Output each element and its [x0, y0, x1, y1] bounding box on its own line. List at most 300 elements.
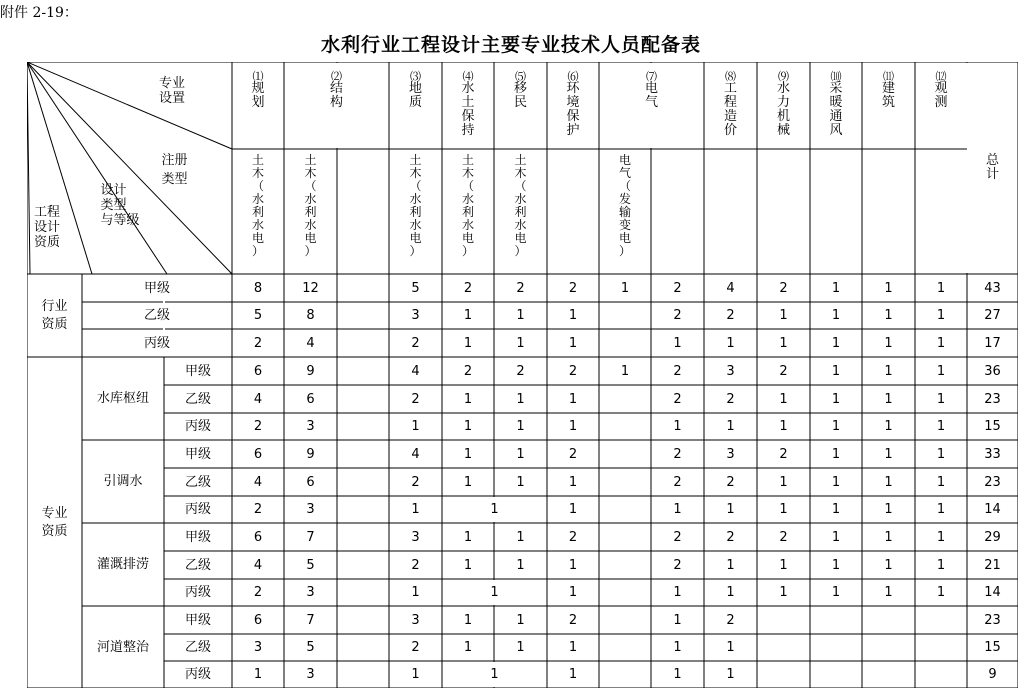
cell-value: 1: [936, 335, 946, 351]
vertical-char: 水: [776, 81, 790, 96]
cell-total: 23: [984, 474, 1001, 490]
vertical-char: 造: [723, 109, 737, 124]
cell-value: 2: [568, 612, 578, 628]
label-registration-type: 注册 类型: [161, 153, 188, 187]
specialty-number: ⑵: [331, 70, 342, 83]
vertical-char: 持: [461, 123, 475, 138]
cell-value: 1: [936, 391, 946, 407]
vertical-char: 电: [461, 231, 474, 245]
registration-civil-hydro: [232, 154, 284, 258]
cell-value: 1: [568, 391, 578, 407]
cell-value: 2: [568, 280, 578, 296]
vertical-char: 通: [829, 109, 843, 124]
registration-civil-hydro: [442, 154, 494, 258]
vertical-char: 木: [251, 166, 264, 180]
design-type-label: 河道整治: [96, 639, 149, 655]
vertical-char: 总: [985, 153, 999, 168]
vertical-char: 计: [985, 167, 999, 182]
vertical-char: 机: [776, 109, 790, 124]
cell-value: 2: [726, 612, 735, 628]
cell-value: 7: [306, 529, 315, 545]
cell-value: 1: [779, 419, 788, 434]
cell-value: 1: [884, 363, 893, 379]
cell-total: 29: [984, 529, 1001, 545]
cell-value: 2: [779, 446, 788, 462]
cell-value: 1: [831, 502, 841, 517]
cell-value: 3: [411, 308, 420, 323]
vertical-char: 水: [409, 192, 422, 206]
cell-value: 1: [831, 308, 841, 323]
cell-value: 1: [673, 667, 682, 682]
cell-value: 2: [726, 391, 735, 407]
cell-value: 1: [726, 502, 735, 517]
cell-value: 2: [673, 280, 682, 296]
cell-value: 1: [516, 419, 525, 434]
vertical-char: 规: [251, 81, 265, 96]
grade-label: 乙级: [184, 640, 211, 655]
vertical-char: 划: [251, 95, 265, 110]
grade-label: 丙级: [184, 419, 211, 434]
specialty-name: [232, 82, 284, 110]
grade-label: 甲级: [184, 612, 211, 628]
label-engineering-qualification: 工程 设计 资质: [33, 204, 60, 250]
cell-total: 36: [984, 363, 1001, 379]
cell-value: 3: [306, 502, 315, 517]
cell-value: 1: [568, 335, 578, 351]
cell-value: 4: [253, 474, 263, 490]
cell-value: 2: [411, 391, 420, 407]
vertical-char: 电: [304, 231, 317, 245]
cell-value: 1: [831, 474, 841, 490]
vertical-char: 气: [618, 166, 631, 180]
specialty-number: ⑿: [935, 70, 947, 83]
cell-value: 1: [884, 419, 893, 434]
cell-value: 1: [568, 667, 578, 682]
cell-value: 2: [463, 363, 473, 379]
cell-value: 4: [306, 335, 315, 351]
cell-value: 1: [884, 280, 893, 296]
cell-value: 5: [411, 280, 420, 296]
specialty-name: [599, 82, 704, 110]
specialty-name: [704, 82, 757, 138]
vertical-char: 电: [251, 231, 264, 245]
cell-value: 2: [673, 391, 682, 407]
specialty-name: [757, 82, 810, 138]
vertical-char: 电: [618, 153, 631, 167]
cell-value: 1: [936, 280, 946, 296]
cell-value: 1: [516, 308, 525, 323]
cell-value: 1: [884, 391, 893, 407]
cell-value: 1: [673, 612, 682, 628]
specialty-name: [284, 82, 389, 110]
cell-value: 1: [936, 557, 946, 573]
specialty-number: ⑻: [725, 70, 736, 83]
vertical-char: 采: [829, 81, 843, 96]
vertical-char: 输: [618, 205, 631, 219]
cell-value: 1: [411, 667, 420, 682]
specialty-name: [547, 82, 599, 138]
cell-value: 1: [411, 585, 420, 600]
specialty-name: [494, 82, 547, 110]
specialty-name: [810, 82, 862, 138]
cell-total: 14: [984, 585, 1001, 600]
specialty-number: ⑶: [410, 70, 421, 83]
cell-value: 12: [302, 280, 319, 296]
cell-value: 4: [411, 363, 420, 379]
cell-value: 6: [253, 529, 263, 545]
vertical-char: （: [618, 179, 631, 193]
cell-value: 2: [516, 363, 525, 379]
grade-label: 丙级: [143, 335, 170, 351]
vertical-char: 水: [514, 218, 527, 232]
cell-value: 2: [253, 502, 263, 517]
cell-total: 17: [984, 335, 1001, 351]
cell-value: 3: [411, 612, 420, 628]
cell-value: 8: [253, 280, 263, 296]
vertical-char: 质: [408, 95, 422, 110]
cell-value: 5: [306, 557, 315, 573]
cell-value: 1: [516, 557, 525, 573]
cell-total: 21: [984, 557, 1001, 573]
grade-label: 甲级: [143, 280, 170, 296]
cell-value: 1: [568, 419, 578, 434]
cell-value: 1: [884, 557, 893, 573]
cell-value: 1: [568, 640, 578, 655]
vertical-char: 发: [618, 192, 631, 206]
cell-value: 2: [673, 557, 682, 573]
cell-value: 2: [673, 474, 682, 490]
cell-value: 1: [463, 612, 473, 628]
specialty-number: ⑽: [830, 70, 842, 83]
cell-value: 1: [516, 335, 525, 351]
specialty-number: ⑺: [646, 70, 657, 83]
cell-value: 1: [726, 335, 735, 351]
vertical-char: 土: [461, 95, 475, 110]
cell-value: 2: [568, 446, 578, 462]
cell-value: 1: [463, 474, 473, 490]
cell-value: 1: [936, 446, 946, 462]
annex-label: 附件 2-19：: [0, 5, 78, 21]
vertical-char: 气: [644, 95, 658, 110]
cell-total: 15: [984, 419, 1001, 434]
cell-value: 3: [306, 585, 315, 600]
cell-value: 1: [884, 446, 893, 462]
label-specialty-setting: 专业 设置: [158, 76, 185, 106]
cell-value: 1: [568, 474, 578, 490]
vertical-char: 工: [723, 81, 737, 96]
cell-value: 1: [463, 391, 473, 407]
cell-value: 9: [306, 363, 315, 379]
cell-value: 4: [411, 446, 420, 462]
specialty-name: [862, 82, 915, 110]
grade-label: 甲级: [184, 446, 211, 462]
cell-value: 1: [516, 474, 525, 490]
cell-total: 15: [984, 640, 1001, 655]
design-type-label: 灌溉排涝: [96, 557, 149, 572]
cell-value: 1: [884, 585, 893, 600]
cell-value: 1: [936, 502, 946, 517]
cell-value: 1: [936, 308, 946, 323]
vertical-char: ）: [461, 244, 474, 258]
cell-value: 1: [620, 280, 630, 296]
cell-total: 9: [988, 667, 997, 682]
grade-label: 甲级: [184, 529, 211, 545]
vertical-char: 木: [461, 166, 474, 180]
cell-value: 2: [673, 363, 682, 379]
grade-label: 乙级: [184, 557, 211, 573]
cell-value-merged: 1: [490, 502, 499, 517]
cell-value-merged: 1: [490, 667, 499, 682]
vertical-char: ）: [251, 244, 264, 258]
vertical-char: 境: [566, 95, 580, 110]
staffing-table: [27, 62, 1018, 688]
cell-total: 14: [984, 502, 1001, 517]
cell-value: 2: [568, 529, 578, 545]
cell-value: 1: [884, 529, 893, 545]
cell-value: 1: [936, 585, 946, 600]
cell-value: 1: [568, 557, 578, 573]
registration-civil-hydro: [494, 154, 547, 258]
cell-value: 3: [306, 419, 315, 434]
vertical-char: 地: [408, 81, 422, 96]
cell-value: 7: [306, 612, 315, 628]
vertical-char: 水: [461, 81, 475, 96]
cell-value: 4: [726, 280, 735, 296]
vertical-char: 电: [618, 231, 631, 245]
vertical-char: （: [461, 179, 474, 193]
cell-value: 1: [936, 419, 946, 434]
cell-value: 1: [779, 335, 788, 351]
cell-value: 1: [411, 502, 420, 517]
cell-total: 23: [984, 391, 1001, 407]
cell-value: 1: [726, 640, 735, 655]
cell-value: 1: [673, 419, 682, 434]
cell-value: 1: [673, 502, 682, 517]
cell-value: 1: [831, 363, 841, 379]
cell-value: 1: [831, 557, 841, 573]
cell-value: 1: [568, 585, 578, 600]
cell-value: 2: [516, 280, 525, 296]
vertical-char: 土: [304, 153, 317, 167]
specialty-number: ⑾: [883, 70, 894, 83]
specialty-number: ⑷: [462, 70, 474, 83]
cell-value: 5: [306, 640, 315, 655]
specialty-number: ⑴: [252, 70, 264, 83]
cell-value: 1: [463, 640, 473, 655]
cell-value: 2: [411, 557, 420, 573]
vertical-char: 土: [514, 153, 527, 167]
cell-value: 4: [253, 391, 263, 407]
cell-value: 1: [726, 557, 735, 573]
cell-value: 1: [463, 446, 473, 462]
vertical-char: 力: [776, 95, 790, 110]
cell-value: 1: [779, 502, 788, 517]
cell-value: 1: [463, 335, 473, 351]
grade-label: 乙级: [184, 474, 211, 490]
cell-value: 3: [253, 640, 263, 655]
cell-value: 1: [463, 308, 473, 323]
vertical-char: （: [304, 179, 317, 193]
design-type-label: 水库枢纽: [96, 391, 149, 406]
cell-value: 2: [253, 419, 263, 434]
vertical-char: 木: [304, 166, 317, 180]
vertical-char: 电: [644, 81, 658, 96]
header-diagonal: [27, 62, 232, 149]
vertical-char: 水: [409, 218, 422, 232]
cell-value: 1: [831, 335, 841, 351]
cell-value: 1: [726, 419, 735, 434]
cell-value: 2: [253, 585, 263, 600]
cell-value: 3: [726, 363, 735, 379]
cell-value: 2: [411, 640, 420, 655]
design-type-label: 引调水: [103, 474, 143, 489]
cell-value: 2: [726, 308, 735, 323]
cell-value: 2: [253, 335, 263, 351]
vertical-char: 利: [304, 205, 317, 219]
cell-value: 1: [463, 529, 473, 545]
cell-value: 1: [568, 502, 578, 517]
cell-value: 6: [253, 363, 263, 379]
cell-value: 6: [253, 446, 263, 462]
vertical-char: ）: [514, 244, 527, 258]
cell-value: 1: [463, 557, 473, 573]
vertical-char: 筑: [881, 95, 895, 110]
vertical-char: ）: [304, 244, 317, 258]
vertical-char: （: [409, 179, 422, 193]
cell-value: 2: [411, 474, 420, 490]
cell-value: 1: [884, 474, 893, 490]
cell-value: 4: [253, 557, 263, 573]
cell-value: 1: [516, 612, 525, 628]
cell-value: 1: [726, 667, 735, 682]
cell-value: 1: [831, 391, 841, 407]
vertical-char: 建: [881, 81, 895, 96]
vertical-char: 暖: [829, 95, 843, 110]
cell-value: 1: [831, 529, 841, 545]
vertical-char: 测: [934, 95, 948, 110]
vertical-char: 水: [251, 192, 264, 206]
vertical-char: ）: [409, 244, 422, 258]
grade-label: 丙级: [184, 502, 211, 517]
cell-value: 1: [936, 363, 946, 379]
grade-label: 丙级: [184, 667, 211, 682]
vertical-char: 程: [723, 95, 737, 110]
vertical-char: ）: [618, 244, 631, 258]
cell-total: 43: [984, 280, 1001, 296]
cell-value: 1: [411, 419, 420, 434]
vertical-char: 民: [513, 95, 527, 110]
cell-value: 2: [673, 529, 682, 545]
table-title: 水利行业工程设计主要专业技术人员配备表: [320, 34, 701, 56]
cell-value: 2: [779, 529, 788, 545]
vertical-char: 械: [776, 123, 790, 138]
industry-qualification-label: 行业 资质: [41, 298, 68, 332]
registration-electrical: [599, 154, 651, 258]
cell-value: 1: [779, 474, 788, 490]
vertical-char: 观: [934, 81, 948, 96]
cell-value: 1: [516, 640, 525, 655]
registration-civil-hydro: [284, 154, 337, 258]
cell-value: 2: [779, 280, 788, 296]
cell-value: 1: [620, 363, 630, 379]
cell-value: 8: [306, 308, 315, 323]
cell-value: 2: [726, 474, 735, 490]
cell-value: 1: [516, 529, 525, 545]
cell-value: 3: [306, 667, 315, 682]
cell-value: 1: [884, 335, 893, 351]
vertical-char: 木: [409, 166, 422, 180]
cell-value: 1: [516, 446, 525, 462]
vertical-char: 木: [514, 166, 527, 180]
cell-value: 1: [779, 585, 788, 600]
cell-value: 1: [831, 585, 841, 600]
vertical-char: 利: [461, 205, 474, 219]
cell-value: 2: [463, 280, 473, 296]
specialty-name: [389, 82, 442, 110]
cell-value: 2: [411, 335, 420, 351]
cell-value: 1: [936, 529, 946, 545]
cell-value: 1: [673, 640, 682, 655]
vertical-char: 土: [251, 153, 264, 167]
specialty-name: [915, 82, 967, 110]
cell-value: 2: [673, 308, 682, 323]
cell-value: 2: [568, 363, 578, 379]
vertical-char: 水: [461, 218, 474, 232]
vertical-char: 环: [566, 81, 580, 96]
cell-value: 1: [568, 308, 578, 323]
registration-civil-hydro: [389, 154, 442, 258]
specialty-number: ⑸: [515, 70, 526, 83]
cell-value: 9: [306, 446, 315, 462]
cell-value: 5: [253, 308, 263, 323]
cell-value: 1: [779, 308, 788, 323]
vertical-char: 水: [461, 192, 474, 206]
professional-qualification-label: 专业 资质: [41, 505, 68, 539]
label-design-type-grade: 设计 类型 与等级: [100, 182, 140, 228]
cell-value: 6: [253, 612, 263, 628]
vertical-char: 电: [514, 231, 527, 245]
cell-value: 1: [779, 391, 788, 407]
vertical-char: 水: [251, 218, 264, 232]
vertical-char: 保: [566, 109, 580, 124]
vertical-char: 价: [723, 123, 737, 138]
grade-label: 乙级: [184, 391, 211, 407]
cell-value: 1: [516, 391, 525, 407]
specialty-name: [442, 82, 494, 138]
vertical-char: 土: [461, 153, 474, 167]
vertical-char: 风: [829, 123, 843, 138]
vertical-char: 护: [566, 123, 580, 138]
cell-value: 2: [779, 363, 788, 379]
cell-value: 6: [306, 474, 315, 490]
vertical-char: 结: [329, 81, 343, 96]
vertical-char: 水: [304, 192, 317, 206]
cell-value: 3: [726, 446, 735, 462]
vertical-char: 水: [514, 192, 527, 206]
cell-value: 1: [779, 557, 788, 573]
cell-value: 1: [884, 308, 893, 323]
vertical-char: 构: [329, 95, 343, 110]
vertical-char: 利: [409, 205, 422, 219]
total-header: [967, 154, 1018, 182]
cell-value: 1: [253, 667, 263, 682]
vertical-char: 保: [461, 109, 475, 124]
cell-value: 1: [673, 585, 682, 600]
cell-value: 1: [831, 280, 841, 296]
vertical-char: 利: [514, 205, 527, 219]
grade-label: 乙级: [143, 308, 170, 323]
cell-value: 1: [673, 335, 682, 351]
